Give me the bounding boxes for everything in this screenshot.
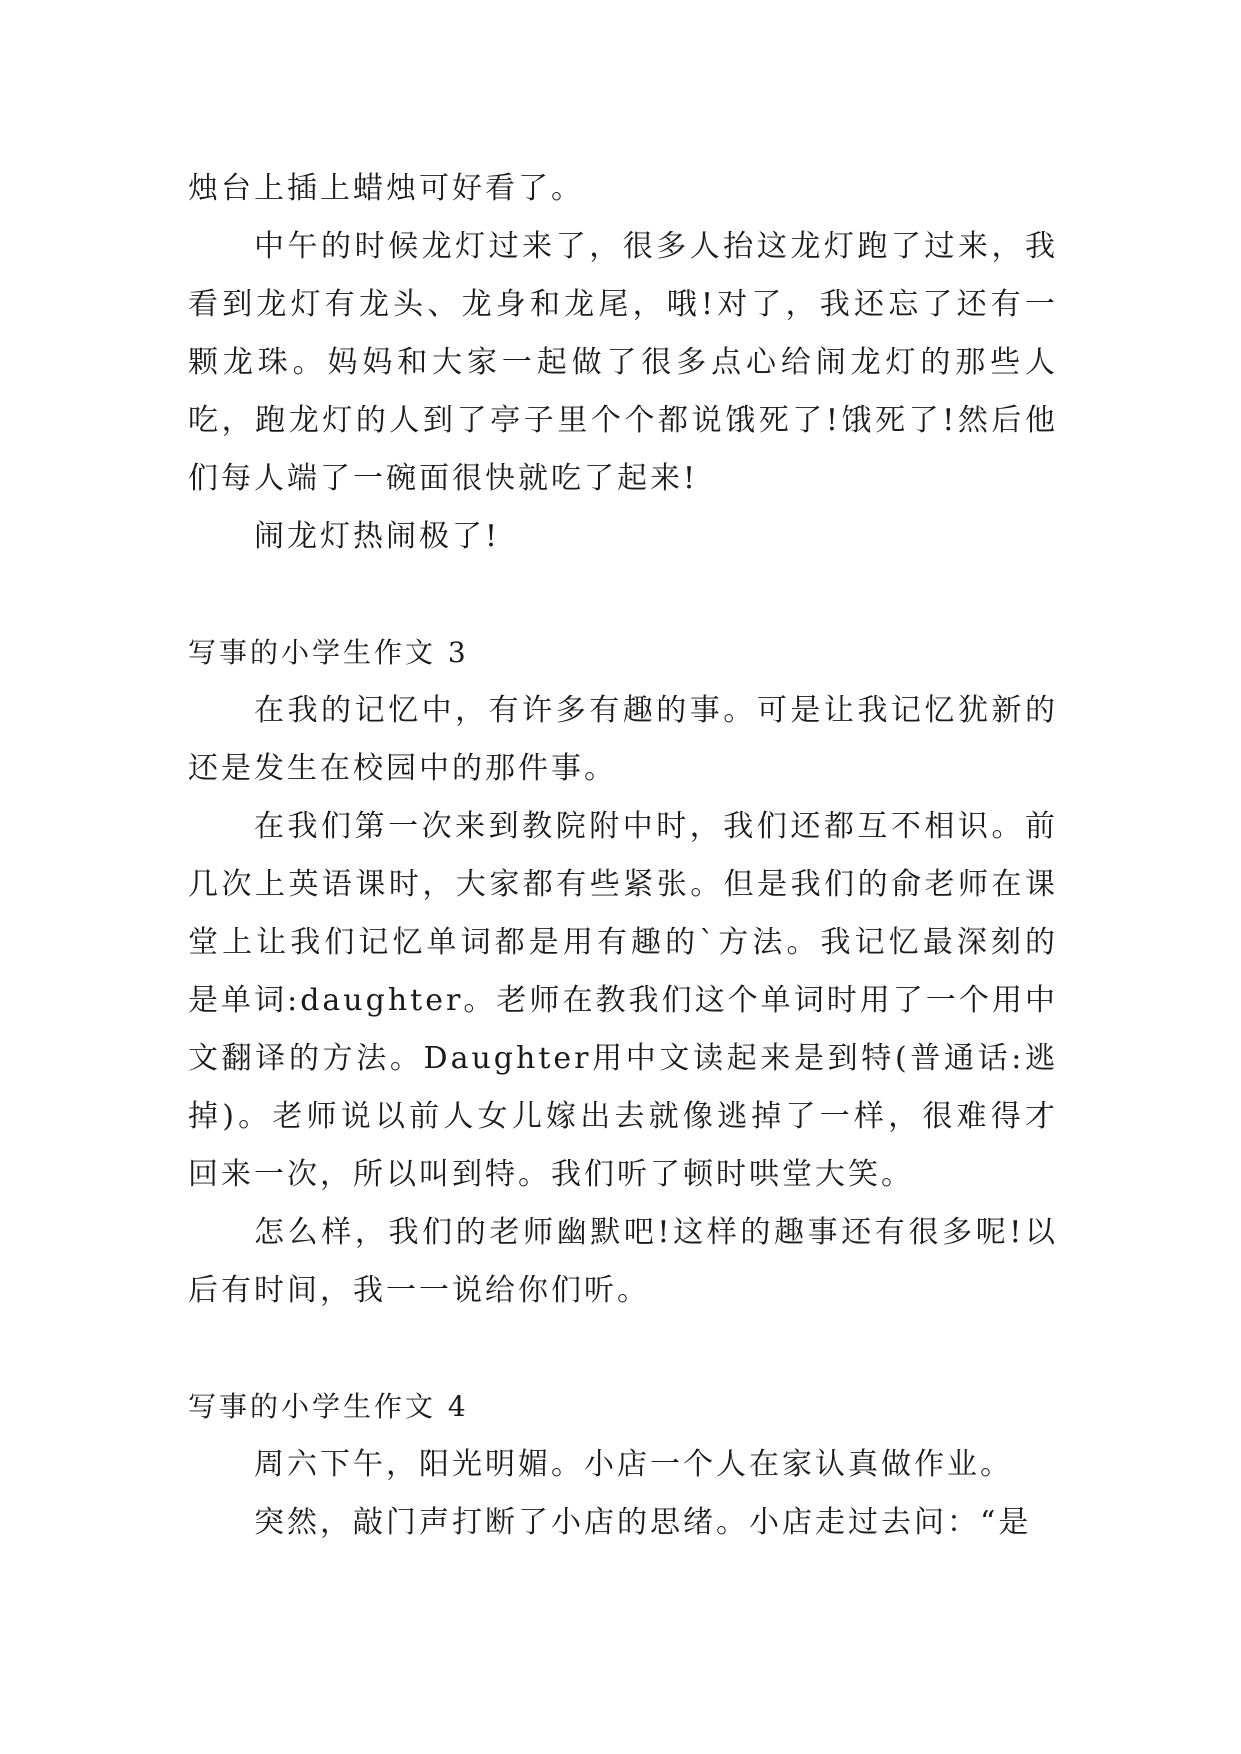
- paragraph-continued: 烛台上插上蜡烛可好看了。: [188, 171, 584, 206]
- paragraph-lantern-lively: 闹龙灯热闹极了!: [254, 519, 501, 554]
- paragraph-knock: 突然，敲门声打断了小店的思绪。小店走过去问：“是: [254, 1505, 1032, 1540]
- paragraph-memory: 在我的记忆中，有许多有趣的事。可是让我记忆犹新的还是发生在校园中的那件事。: [188, 693, 1058, 786]
- paragraph-humorous-teacher: 怎么样，我们的老师幽默吧!这样的趣事还有很多呢!以后有时间，我一一说给你们听。: [188, 1215, 1058, 1308]
- paragraph-dragon-lantern: 中午的时候龙灯过来了，很多人抬这龙灯跑了过来，我看到龙灯有龙头、龙身和龙尾，哦!对了，我还忘了还有一颗龙珠。妈妈和大家一起做了很多点心给闹龙灯的那些人吃，跑龙灯的人到了亭子里个个都说饿死了!饿死了!然后他们每人端了一碗面很快就吃了起来!: [188, 229, 1058, 496]
- section-heading-3: 写事的小学生作文 3: [188, 636, 469, 669]
- paragraph-english-class: 在我们第一次来到教院附中时，我们还都互不相识。前几次上英语课时，大家都有些紧张。但是我们的俞老师在课堂上让我们记忆单词都是用有趣的`方法。我记忆最深刻的是单词:daughter。老师在教我们这个单词时用了一个用中文翻译的方法。Daughter用中文读起来是到特(普通话:逃掉)。老师说以前人女儿嫁出去就像逃掉了一样，很难得才回来一次，所以叫到特。我们听了顿时哄堂大笑。: [188, 809, 1058, 1192]
- document-body: [188, 160, 1058, 1552]
- paragraph-saturday: 周六下午，阳光明媚。小店一个人在家认真做作业。: [254, 1447, 1013, 1482]
- section-heading-4: 写事的小学生作文 4: [188, 1390, 469, 1423]
- section-gap: [188, 1320, 1058, 1378]
- section-gap: [188, 566, 1058, 624]
